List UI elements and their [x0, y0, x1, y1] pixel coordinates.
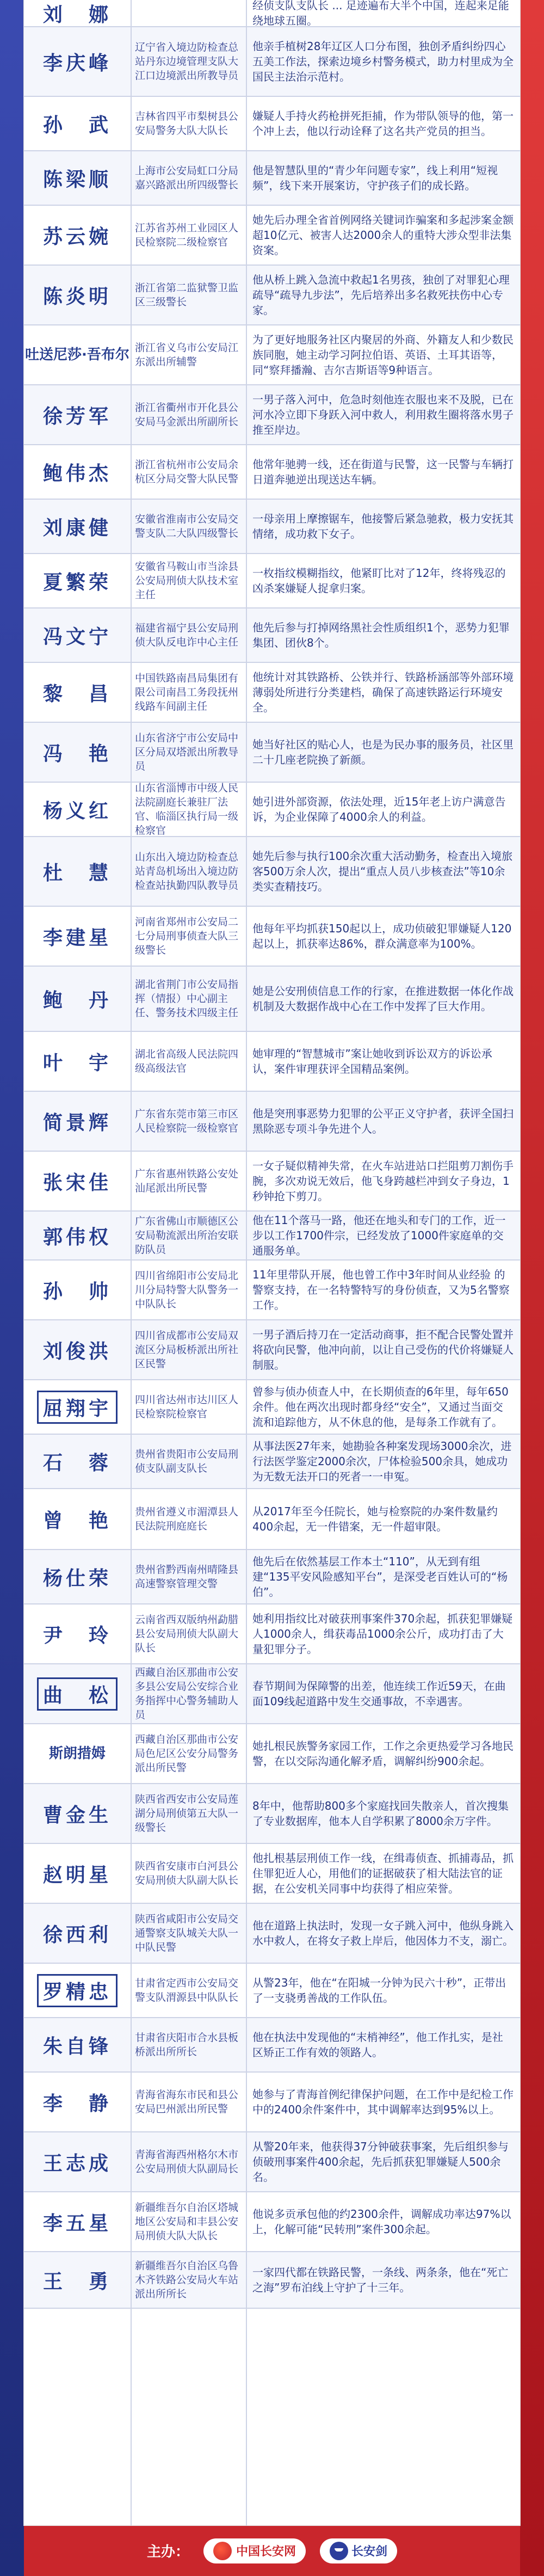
person-name: [24, 622, 131, 649]
table-row: [24, 1904, 520, 1964]
person-name: [24, 2266, 131, 2294]
person-name: [24, 1860, 131, 1888]
chinapeace-logo: [203, 2538, 306, 2563]
person-description: 嫌疑人手持火药枪拼死拒捕，作为带队领导的他，第一个冲上去，他以行动诠释了这名共产党员的担当。: [252, 109, 514, 138]
table-row: [24, 445, 520, 500]
person-description: 一母亲用上摩擦锯车，他接警后紧急驰救，极力安抚其情绪，成功救下女子。: [252, 512, 514, 540]
person-description: 从2017年至今任院长，她与检察院的办案件数量约400余起，无一件错案，无一件超审限。: [252, 1505, 498, 1533]
person-description: 她先后办理全省首例网络关键词诈骗案和多起涉案金额超10亿元、被害人达2000余人的重特大涉众型非法集资案。: [252, 213, 514, 257]
person-name-text: 刘俊洪: [42, 1340, 112, 1363]
person-name-text: 李庆峰: [42, 52, 112, 75]
table-row: [24, 1212, 520, 1261]
table-row: [24, 1550, 520, 1604]
table-row: [24, 0, 520, 27]
person-unit: 四川省达州市达川区人民检察院检察官: [135, 1394, 239, 1420]
table-row: [24, 1784, 520, 1844]
person-name-text: 鲍 丹: [42, 989, 112, 1012]
table-row: [24, 1380, 520, 1435]
person-name-text: 冯 艳: [42, 742, 112, 765]
person-name-text: 李五星: [42, 2212, 112, 2235]
person-name: [24, 281, 131, 309]
person-name-text: 王志成: [42, 2152, 112, 2175]
person-name-text: 屈翔宇: [37, 1391, 118, 1424]
person-name: [24, 1505, 131, 1533]
person-name: [24, 1745, 131, 1762]
table-row: [24, 907, 520, 967]
person-name: [24, 222, 131, 249]
column-divider: [131, 0, 132, 2525]
person-unit: 山东省淄博市中级人民法院副庭长兼驻厂法官、临淄区执行局一级检察官: [135, 782, 239, 837]
table-row: [24, 783, 520, 837]
person-name-text: 杨仕荣: [42, 1567, 112, 1590]
person-name-text: 李建星: [42, 926, 112, 949]
table-row: [24, 151, 520, 206]
column-divider: [246, 0, 247, 2525]
person-description: 他在道路上执法时，发现一女子跳入河中，他纵身跳入水中救人，在将女子救上岸后，他因体力不支，溺亡。: [252, 1919, 514, 1947]
person-name: [24, 458, 131, 486]
table-row: [24, 266, 520, 325]
person-description: 他常年驰骋一线，还在街道与民警，这一民警与车辆打日道奔驰逆出现送达车辆。: [252, 458, 514, 486]
person-unit: 浙江省杭州市公安局余杭区分局交警大队民警: [135, 459, 239, 485]
person-unit: 青海省海西州格尔木市公安局刑侦大队副局长: [135, 2149, 239, 2175]
person-name: [24, 1167, 131, 1195]
person-unit: 贵州省黔西南州晴隆县高速警察管理交警: [135, 1564, 239, 1590]
person-unit: 甘肃省定西市公安局交警支队渭源县中队队长: [135, 1977, 239, 2003]
person-unit: 四川省成都市公安局双流区分局板桥派出所社区民警: [135, 1330, 239, 1370]
person-name: [24, 1677, 131, 1711]
table-body: [24, 0, 520, 2309]
person-description: 春节期间为保障警的出差，他连续工作近59天，在曲面109线起道路中发生交通事故，不幸遇害。: [252, 1680, 506, 1708]
table-row: [24, 1964, 520, 2018]
person-name-text: 陈炎明: [42, 285, 112, 308]
person-unit: 广东省佛山市顺德区公安局勒流派出所治安联防队员: [135, 1215, 239, 1256]
person-name-text: 曹金生: [42, 1804, 112, 1827]
person-name: [24, 985, 131, 1013]
person-name-text: 朱自锋: [42, 2035, 112, 2058]
person-name: [24, 796, 131, 823]
person-description: 他先后在依然基层工作本土“110”，从无到有组建“135平安风险感知平台”，是深受老百姓认可的“杨伯”。: [252, 1555, 508, 1599]
person-name-text: 罗精忠: [37, 1974, 118, 2007]
person-name: [24, 2148, 131, 2176]
person-unit: 贵州省贵阳市公安局刑侦支队副支队长: [135, 1448, 239, 1474]
table-row: [24, 1489, 520, 1550]
person-description: 他统计对其铁路桥、公铁并行、铁路桥涵部等外部环境薄弱处所进行分类建档，确保了高速铁路运行环境安全。: [252, 671, 514, 714]
person-description: 她参与了青海首例纪律保护问题，在工作中是纪检工作中的2400余件案件中，其中调解率达到95%以上。: [252, 2088, 514, 2116]
person-unit: 安徽省淮南市公安局交警支队二大队四级警长: [135, 513, 239, 539]
person-name: [24, 1222, 131, 1250]
person-unit: 山东出入境边防检查总站青岛机场出入境边防检查站执勤四队教导员: [135, 851, 239, 892]
organizer-label: 主办：: [146, 2544, 189, 2560]
person-unit: 陕西省咸阳市公安局交通警察支队城关大队一中队民警: [135, 1913, 239, 1953]
person-description: 为了更好地服务社区内聚居的外商、外籍友人和少数民族同胞，她主动学习阿拉伯语、英语、土耳其语等，同“察拜播瀚、吉尔吉斯语等9种语言。: [252, 333, 514, 377]
person-unit: 陕西省西安市公安局莲湖分局刑侦第五大队一级警长: [135, 1793, 239, 1834]
person-name-text: 曲 松: [37, 1677, 118, 1711]
person-name-text: 杨义红: [42, 800, 112, 822]
person-name: [24, 2031, 131, 2059]
person-description: 一男子落入河中，危急时刻他连衣服也来不及脱，已在河水冷立即下身跃入河中救人，利用救生圈将落水男子推至岸边。: [252, 393, 514, 436]
table-row: [24, 206, 520, 266]
person-unit: 西藏自治区那曲市公安局色尼区公安分局警务派出所民警: [135, 1733, 239, 1774]
person-unit: 中国铁路南昌局集团有限公司南昌工务段抚州线路车间副主任: [135, 672, 239, 712]
person-description: 11年里带队开展，他也曾工作中3年时间从业经验 的警察支持，在一名特警特写的身份侦查，又为5名警察工作。: [252, 1268, 510, 1312]
person-name-text: 张宋佳: [42, 1171, 112, 1194]
person-name: [24, 1563, 131, 1591]
person-name-text: 叶 宇: [42, 1052, 112, 1074]
person-name: [24, 110, 131, 138]
person-description: 她扎根民族警务家园工作，工作之余更热爱学习各地民警，在以交际沟通化解矛盾，调解纠纷900余起。: [252, 1739, 514, 1768]
person-description: 从事法医27年来，她勘验各种案发现场3000余次，进行法医学鉴定2000余次，尸体检验500余具，她成功为无数无法开口的死者一一申冤。: [252, 1440, 512, 1483]
person-name-text: 赵明星: [42, 1864, 112, 1886]
person-name-text: 冯文宁: [42, 625, 112, 648]
person-description: 他先后参与打掉网络黑社会性质组织1个，恶势力犯罪集团、团伙8个。: [252, 621, 510, 649]
person-name: [24, 1276, 131, 1304]
person-name-text: 徐芳军: [42, 405, 112, 428]
person-name-text: 徐西利: [42, 1923, 112, 1946]
person-description: 他在执法中发现他的“末梢神经”，他工作扎实，是社区矫正工作有效的领路人。: [252, 2031, 503, 2059]
person-description: 曾参与侦办侦查人中，在长期侦查的6年里，每年650余件。他在两次出现时都身经“安全”，又通过当面交流和追踪他方，从不休息的他，是每条工作就有了。: [252, 1385, 509, 1429]
person-description: 从警20年来，他获得37分钟破获事案，先后组织参与侦破刑事案件400余起，先后抓获犯罪嫌疑人500余名。: [252, 2140, 509, 2184]
table-row: [24, 27, 520, 97]
person-name: [24, 401, 131, 429]
left-border: [0, 0, 24, 2576]
person-name: [24, 1620, 131, 1648]
person-name-text: 杜 慧: [42, 862, 112, 884]
person-unit: 辽宁省入境边防检查总站丹东边境管理支队大江口边境派出所教导员: [135, 41, 239, 82]
person-name-text: 刘康健: [42, 517, 112, 539]
person-description: 从警23年，他在“在阳城一分钟为民六十秒”，正带出了一支骁勇善战的工作队伍。: [252, 1976, 506, 2005]
person-unit: 四川省绵阳市公安局北川分局特警大队警务一中队队长: [135, 1270, 239, 1310]
person-name-text: 夏繁荣: [42, 571, 112, 594]
person-description: 一家四代都在铁路民警，一条线、两条条，他在“死亡之海”罗布泊线上守护了十三年。: [252, 2266, 509, 2294]
table-row: [24, 97, 520, 151]
person-name: [24, 2208, 131, 2236]
person-description: 她先后参与执行100余次重大活动勤务，检查出入境旅客500万余人次，提出“重点人员八步核查法”等10余类实查精技巧。: [252, 850, 513, 893]
table-row: [24, 1724, 520, 1784]
table-row: [24, 1604, 520, 1664]
person-name: [24, 923, 131, 950]
person-name-text: 苏云婉: [42, 225, 112, 248]
person-description: 一枚指纹模糊指纹，他紧盯比对了12年，终将残忍的凶杀案嫌疑人捉拿归案。: [252, 567, 506, 595]
changanjian-logo: [320, 2538, 397, 2563]
person-name-text: 李 静: [42, 2092, 112, 2115]
person-name: [24, 0, 131, 27]
person-description: 一男子酒后持刀在一定活动商事，拒不配合民警处置并将砍向民警，他冲向前，以让自己受伤的代价将嫌疑人制服。: [252, 1328, 514, 1372]
person-unit: 浙江省义乌市公安局江东派出所辅警: [135, 342, 239, 368]
table-row: [24, 2192, 520, 2252]
person-unit: 甘肃省庆阳市合水县板桥派出所所长: [135, 2032, 239, 2058]
table-row: [24, 500, 520, 554]
table-row: [24, 2252, 520, 2309]
person-name: [24, 679, 131, 706]
person-unit: 湖北省荆门市公安局指挥（情报）中心副主任、警务技术四级主任: [135, 979, 239, 1019]
person-unit: 云南省西双版纳州勐腊县公安局刑侦大队副大队长: [135, 1614, 239, 1654]
person-description: 她是公安刑侦信息工作的行家，在推进数据一体化作战机制及大数据作战中心在工作中发挥了巨大作用。: [252, 985, 514, 1013]
person-unit: 福建省福宁县公安局刑侦大队反电诈中心主任: [135, 622, 239, 648]
person-name-text: 王 勇: [42, 2270, 112, 2293]
person-unit: 陕西省安康市白河县公安局刑侦大队副大队长: [135, 1860, 239, 1886]
table-row: [24, 385, 520, 445]
table-row: [24, 554, 520, 608]
person-name: [24, 48, 131, 76]
person-name-text: 陈梁顺: [42, 168, 112, 191]
person-unit: 浙江省衢州市开化县公安局马金派出所副所长: [135, 402, 239, 428]
person-name: [24, 1974, 131, 2007]
person-name: [24, 346, 131, 364]
person-description: 经侦支队支队长 ... 足迹遍布大半个中国，连起来足能绕地球五圈。: [252, 0, 509, 27]
person-name: [24, 739, 131, 766]
person-name: [24, 1391, 131, 1424]
table-row: [24, 1261, 520, 1320]
table-row: [24, 1844, 520, 1904]
chinapeace-logo-text: 中国长安网: [236, 2545, 296, 2559]
person-name-text: 郭伟权: [42, 1226, 112, 1249]
person-unit: 吉林省四平市梨树县公安局警务大队大队长: [135, 110, 239, 137]
person-unit: 上海市公安局虹口分局嘉兴路派出所四级警长: [135, 165, 239, 191]
person-unit: [131, 10, 246, 16]
person-name-text: 孙 帅: [42, 1280, 112, 1303]
person-unit: 贵州省遵义市湄潭县人民法院刑庭庭长: [135, 1506, 239, 1532]
person-unit: 河南省郑州市公安局二七分局刑事侦查大队三级警长: [135, 916, 239, 956]
person-name: [24, 164, 131, 192]
person-name-text: 石 蓉: [42, 1452, 112, 1474]
person-unit: 广东省东莞市第三市区人民检察院一级检察官: [135, 1108, 239, 1134]
person-name: [24, 1336, 131, 1364]
person-name-text: 刘 娜: [42, 3, 112, 26]
table-row: [24, 1664, 520, 1724]
table-row: [24, 2018, 520, 2073]
person-unit: 江苏省苏州工业园区人民检察院二级检察官: [135, 222, 239, 248]
person-unit: 新疆维吾尔自治区塔城地区公安局和丰县公安局刑侦大队大队长: [135, 2202, 239, 2242]
table-row: [24, 2073, 520, 2132]
person-name: [24, 513, 131, 540]
table-row: [24, 608, 520, 663]
person-unit: 山东省济宁市公安局中区分局双塔派出所教导员: [135, 732, 239, 772]
footer: [0, 2525, 544, 2576]
person-name: [24, 1800, 131, 1828]
person-name-text: 孙 武: [42, 114, 112, 137]
person-description: 他从桥上跳入急流中救起1名男孩，独创了对罪犯心理疏导“疏导九步法”，先后培养出多名救死扶伤中心专家。: [252, 273, 510, 317]
table-row: [24, 663, 520, 723]
changanjian-icon: [330, 2542, 348, 2560]
person-name-text: 吐送尼莎·吾布尔: [25, 347, 129, 363]
person-name: [24, 1920, 131, 1947]
person-name: [24, 1048, 131, 1075]
person-description: 她引进外部资源，依法处理，近15年老上访户满意告诉，为企业保障了4000余人的利益。: [252, 795, 506, 823]
person-name: [24, 1448, 131, 1475]
table-row: [24, 723, 520, 783]
changanjian-logo-text: 长安剑: [351, 2545, 388, 2559]
person-unit: 广东省惠州铁路公安处汕尾派出所民警: [135, 1168, 239, 1194]
person-name-text: 简景辉: [42, 1111, 112, 1134]
person-name-text: 尹 玲: [42, 1624, 112, 1647]
person-description: 8年中，他帮助800多个家庭找回失散亲人，首次搜集了专业数据库，他本人自学积累了8000余万字件。: [252, 1799, 509, 1828]
person-name-text: 鲍伟杰: [42, 462, 112, 485]
person-name: [24, 2088, 131, 2116]
person-description: 他说多贡承包他的约2300余件，调解成功率达97%以上，化解可能“民转刑”案件300余起。: [252, 2208, 511, 2236]
table-row: [24, 1032, 520, 1092]
person-description: 他在11个落马一路，他还在地头和专门的工作，近一步以工作1700件宗，已经发放了1000件家庭单的交通服务单。: [252, 1214, 506, 1257]
person-name-text: 曾 艳: [42, 1509, 112, 1532]
person-unit: 浙江省第二监狱警卫监区三级警长: [135, 282, 239, 308]
table-row: [24, 1092, 520, 1152]
person-description: 他是智慧队里的“青少年问题专家”，线上利用“短视频”，线下来开展案访，守护孩子们的成长路。: [252, 164, 498, 192]
table-row: [24, 1435, 520, 1489]
chinapeace-icon: [213, 2542, 232, 2560]
right-border: [520, 0, 544, 2576]
person-name: [24, 858, 131, 886]
table-row: [24, 1152, 520, 1212]
table-row: [24, 1320, 520, 1380]
person-unit: 湖北省高级人民法院四级高级法官: [135, 1048, 239, 1074]
person-name: [24, 1108, 131, 1135]
person-name: [24, 567, 131, 595]
person-name-text: 黎 昌: [42, 683, 112, 705]
person-description: 他是突刑事恶势力犯罪的公平正义守护者，获评全国扫黑除恶专项斗争先进个人。: [252, 1107, 514, 1135]
person-unit: 新疆维吾尔自治区乌鲁木齐铁路公安局火车站派出所所长: [135, 2260, 239, 2300]
table-row: [24, 837, 520, 907]
person-unit: 安徽省马鞍山市当涂县公安局刑侦大队技术室主任: [135, 561, 239, 601]
table-row: [24, 967, 520, 1032]
person-description: 他每年平均抓获150起以上，成功侦破犯罪嫌疑人120起以上，抓获率达86%，群众满意率为100%。: [252, 922, 512, 950]
person-description: 他亲手植树28年辽区人口分布图，独创矛盾纠纷四心五美工作法，探索边境乡村警务模式，助力村里成为全国民主法治示范村。: [252, 40, 514, 83]
person-description: 她当好社区的贴心人，也是为民办事的服务员，社区里二十几座老院换了新颜。: [252, 738, 514, 766]
person-name-text: 斯朗措姆: [48, 1745, 106, 1762]
person-description: 她利用指纹比对破获刑事案件370余起，抓获犯罪嫌疑人1000余人，缉获毒品1000余公斤，成功打击了大量犯罪分子。: [252, 1612, 513, 1656]
person-description: 一女子疑似精神失常，在火车站进站口拦阻剪刀割伤手腕，多次劝说无效后，他飞身跨越栏冲到女子身边，1秒钟抢下剪刀。: [252, 1159, 514, 1203]
person-unit: 青海省海东市民和县公安局巴州派出所民警: [135, 2089, 239, 2115]
table-row: [24, 325, 520, 385]
table-row: [24, 2132, 520, 2192]
person-unit: 西藏自治区那曲市公安多县公安局公安综合业务指挥中心警务辅助人员: [135, 1667, 239, 1721]
person-description: 她审理的“智慧城市”案让她收到诉讼双方的诉讼承认，案件审理获评全国精品案例。: [252, 1047, 492, 1075]
honor-list: [24, 0, 520, 2525]
person-description: 他扎根基层刑侦工作一线，在缉毒侦查、抓捕毒品，抓住罪犯近人心，用他们的证据破获了相大陆法官的证据，在公安机关同事中均获得了相应荣誉。: [252, 1852, 514, 1895]
